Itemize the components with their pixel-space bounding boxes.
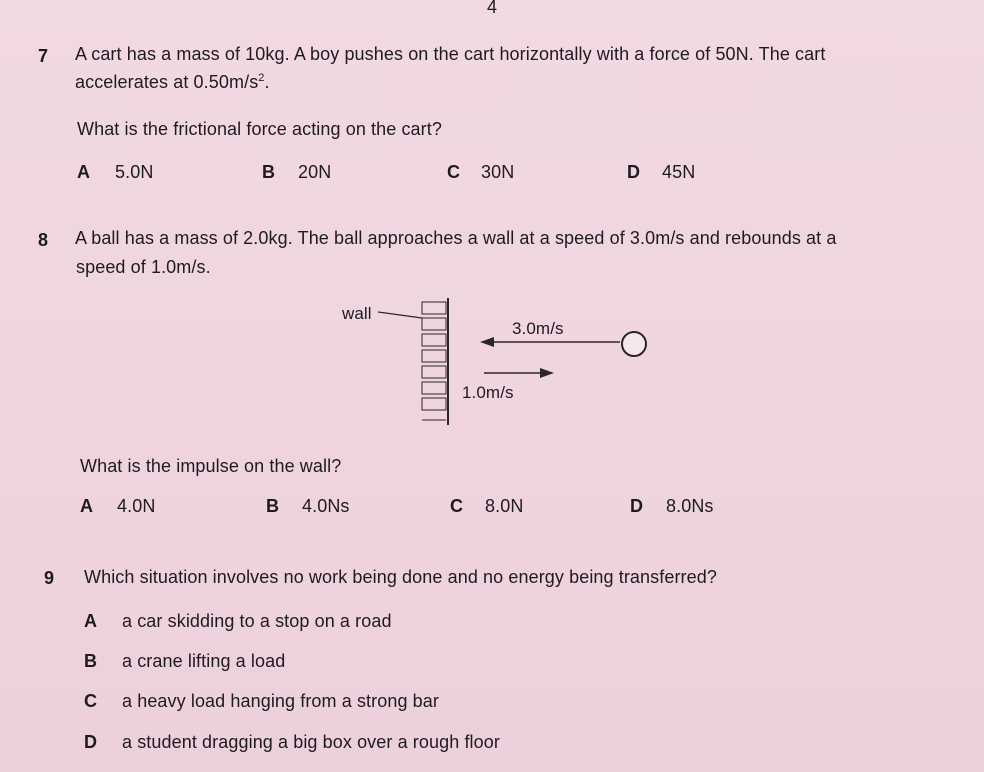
q8-option-a-letter[interactable]: A [80,496,93,516]
question-8-number: 8 [38,230,49,250]
question-8-stem-line2: speed of 1.0m/s. [76,257,211,277]
question-9-prompt: Which situation involves no work being done and no energy being transferred? [84,567,717,587]
incoming-speed-label: 3.0m/s [512,319,564,338]
q9-option-c-text[interactable]: a heavy load hanging from a strong bar [122,691,439,711]
q8-option-d-text[interactable]: 8.0Ns [666,496,714,516]
q8-option-d-letter[interactable]: D [630,496,643,516]
q7-option-b-text[interactable]: 20N [298,162,332,182]
q7-option-a-text[interactable]: 5.0N [115,162,154,182]
q7-option-a-letter[interactable]: A [77,162,90,182]
question-7-stem-line2 [75,72,270,93]
q8-option-b-letter[interactable]: B [266,496,279,516]
question-9-number: 9 [44,568,55,588]
question-8-stem-line1: A ball has a mass of 2.0kg. The ball approaches a wall at a speed of 3.0m/s and rebounds at a [75,228,837,248]
rebound-arrowhead [540,368,554,378]
page-number: 4 [487,0,498,17]
question-7-prompt: What is the frictional force acting on the cart? [77,119,442,139]
q7-option-c-text[interactable]: 30N [481,162,515,182]
question-8-prompt: What is the impulse on the wall? [80,456,342,476]
q9-option-a-letter[interactable]: A [84,611,97,631]
q7-option-b-letter[interactable]: B [262,162,275,182]
wall-hatching [422,302,446,420]
q9-option-d-text[interactable]: a student dragging a big box over a rough floor [122,732,500,752]
question-7-number: 7 [38,46,49,66]
question-7-stem-line2-suffix: . [264,72,270,92]
wall-pointer-line [378,312,422,318]
question-7-exponent: 2 [258,72,265,84]
q7-option-c-letter[interactable]: C [447,162,460,182]
rebound-speed-label: 1.0m/s [462,383,514,402]
wall-label: wall [342,304,372,323]
q9-option-c-letter[interactable]: C [84,691,97,711]
q8-option-b-text[interactable]: 4.0Ns [302,496,350,516]
q9-option-b-letter[interactable]: B [84,651,97,671]
q9-option-b-text[interactable]: a crane lifting a load [122,651,286,671]
q8-option-c-text[interactable]: 8.0N [485,496,524,516]
q7-option-d-letter[interactable]: D [627,162,640,182]
question-7-stem-line1: A cart has a mass of 10kg. A boy pushes on the cart horizontally with a force of 50N. The cart [75,44,826,64]
q8-option-c-letter[interactable]: C [450,496,463,516]
incoming-arrowhead [480,337,494,347]
question-7-stem-line2-prefix: accelerates at 0.50m/s [75,72,259,92]
q9-option-a-text[interactable]: a car skidding to a stop on a road [122,611,392,631]
q8-option-a-text[interactable]: 4.0N [117,496,156,516]
wall-ball-diagram [330,290,660,435]
ball [622,332,646,356]
q7-option-d-text[interactable]: 45N [662,162,696,182]
q9-option-d-letter[interactable]: D [84,732,97,752]
